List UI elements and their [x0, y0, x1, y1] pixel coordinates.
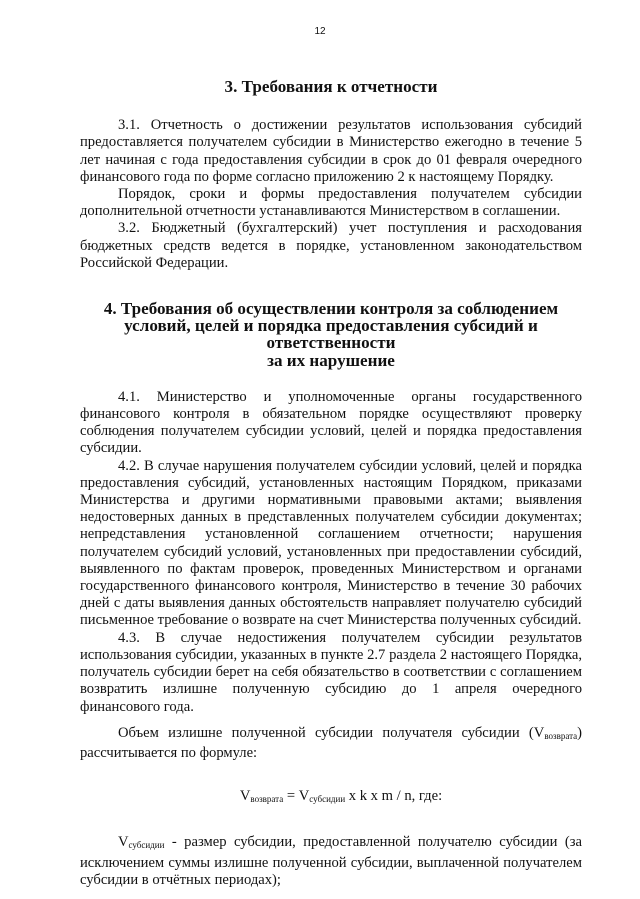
paragraph-3-1-additional: Порядок, сроки и формы предоставления получателем субсидии дополнительной отчетности устанавливаются Министерством в соглашении.	[80, 186, 582, 220]
paragraph-3-1: 3.1. Отчетность о достижении результатов использования субсидий предоставляется получателем субсидии в Министерство ежегодно в течение 5 лет начиная с года предоставления субсидии в срок до 01 февраля очередного финансового года по форме согласно приложению 2 к настоящему Порядку.	[80, 117, 582, 185]
volume-intro-text: Объем излишне полученной субсидии получателя субсидии (V	[118, 724, 545, 741]
volume-formula-intro	[80, 725, 582, 762]
page-number: 12	[314, 26, 326, 37]
section-3-heading: 3. Требования к отчетности	[224, 77, 438, 96]
definition-v-subsidy	[80, 834, 582, 889]
section-4-heading	[80, 300, 582, 369]
section-4-heading-line: за их нарушение	[267, 350, 395, 370]
paragraph-4-3: 4.3. В случае недостижения получателем субсидии результатов использования субсидии, указанных в пункте 2.7 раздела 2 настоящего Порядка, получатель субсидии берет на себя обязательство в соответствии с соглашением возвратить излишне полученную субсидию до 1 апреля очередного финансового года.	[80, 629, 582, 715]
definition-text: - размер субсидии, предоставленной получателю субсидии (за исключением суммы излишне полученной субсидии, выплаченной получателем субсидии в отчётных периодах);	[80, 834, 582, 888]
section-4-heading-line: 4. Требования об осуществлении контроля за соблюдением	[103, 299, 559, 319]
formula-rest: x k x m / n, где:	[345, 788, 443, 805]
formula-subscript: субсидии	[309, 794, 346, 805]
definition-variable: V	[118, 834, 129, 851]
section-4-heading-line: условий, целей и порядка предоставления субсидий и ответственности	[124, 316, 538, 353]
spacer	[80, 716, 582, 725]
formula-subscript: возврата	[250, 794, 284, 805]
formula	[80, 788, 582, 808]
formula-variable: V	[239, 788, 251, 805]
formula-variable: V	[298, 788, 310, 805]
paragraph-4-1: 4.1. Министерство и уполномоченные органы государственного финансового контроля в обязательном порядке осуществляют проверку соблюдения получателем субсидии условий, целей и порядка предоставления субсидии.	[80, 388, 582, 457]
volume-intro-subscript: возврата	[544, 730, 578, 741]
formula-equals: =	[283, 788, 299, 805]
paragraph-3-2: 3.2. Бюджетный (бухгалтерский) учет поступления и расходования бюджетных средств ведется в порядке, установленном законодательством Российской Федерации.	[80, 220, 582, 271]
document-body	[80, 78, 582, 889]
definition-subscript: субсидии	[128, 840, 165, 851]
paragraph-4-2: 4.2. В случае нарушения получателем субсидии условий, целей и порядка предоставления субсидий, установленных настоящим Порядком, приказами Министерства и другими нормативными правовыми актами; выявления недостоверных данных в представленных получателем субсидии документах; непредставления установленной соглашением отчетности; нарушения получателем субсидий условий, установленных при предоставлении субсидий, выявленного по фактам проверок, проведенных Министерством и органами государственного финансового контроля, Министерство в течение 30 рабочих дней с даты выявления данных обстоятельств направляет получателю субсидий письменное требование о возврате на счет Министерства полученных субсидий.	[80, 457, 582, 629]
volume-intro-text-end: ) рассчитывается по формуле:	[80, 724, 582, 761]
